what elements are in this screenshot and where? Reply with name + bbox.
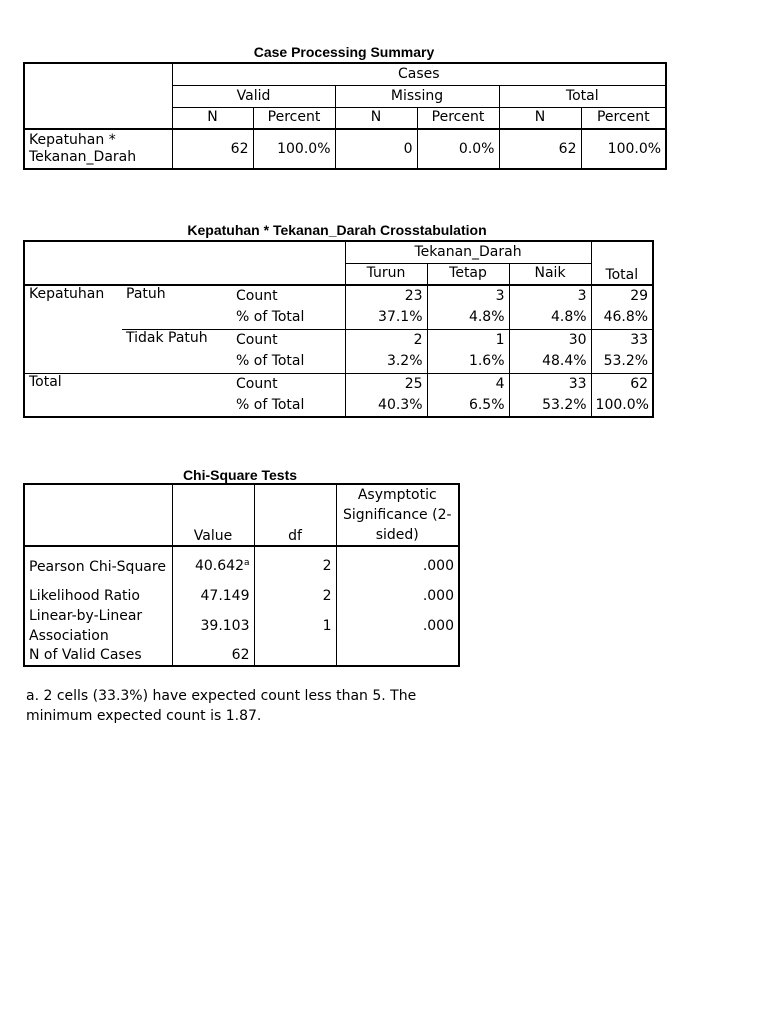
- cases-header: Cases: [172, 63, 666, 85]
- subheader: N: [499, 107, 581, 129]
- cell-value: 33: [591, 329, 653, 351]
- cell-value: 3: [427, 285, 509, 307]
- header-df: df: [254, 484, 336, 546]
- test-label: N of Valid Cases: [24, 646, 172, 666]
- cell-value: 53.2%: [591, 351, 653, 373]
- header-significance: Asymptotic Significance (2-sided): [336, 484, 459, 546]
- stat-label: % of Total: [232, 351, 345, 373]
- subheader: Percent: [581, 107, 666, 129]
- cell-value: 2: [254, 586, 336, 606]
- cell-value: 48.4%: [509, 351, 591, 373]
- cell-value: 2: [254, 546, 336, 586]
- cell-value: 4: [427, 373, 509, 395]
- cell-value: [254, 646, 336, 666]
- cell-value: 25: [345, 373, 427, 395]
- cell-value: 39.103: [172, 606, 254, 646]
- row-label-patuh: Patuh: [122, 285, 232, 329]
- cell-value: 100.0%: [591, 395, 653, 417]
- col-header-naik: Naik: [509, 263, 591, 285]
- subheader: Percent: [253, 107, 335, 129]
- stat-label: % of Total: [232, 307, 345, 329]
- cell-value: 62: [172, 646, 254, 666]
- cell-value: 23: [345, 285, 427, 307]
- group-missing: Missing: [335, 85, 499, 107]
- stat-label: Count: [232, 329, 345, 351]
- chi-square-table: [23, 483, 460, 667]
- cell-value: 33: [509, 373, 591, 395]
- cell-value: 100.0%: [581, 129, 666, 169]
- footnote-marker: a: [243, 558, 250, 568]
- case-summary-table: [23, 62, 667, 170]
- cell-value: 53.2%: [509, 395, 591, 417]
- cell-value: 62: [499, 129, 581, 169]
- cell-value: 3: [509, 285, 591, 307]
- cell-value: 100.0%: [253, 129, 335, 169]
- chi-square-footnote: a. 2 cells (33.3%) have expected count less than 5. The minimum expected count is 1.87.: [26, 688, 417, 724]
- cell-value: 62: [172, 129, 253, 169]
- header-value: Value: [172, 484, 254, 546]
- stat-label: % of Total: [232, 395, 345, 417]
- case-summary-corner: [24, 63, 172, 129]
- test-label: Likelihood Ratio: [24, 586, 172, 606]
- cell-value: 1: [427, 329, 509, 351]
- cell-value: 4.8%: [509, 307, 591, 329]
- cell-value: .000: [336, 586, 459, 606]
- cell-value: 0: [335, 129, 417, 169]
- cell-value: 47.149: [172, 586, 254, 606]
- cell-value: 40.3%: [345, 395, 427, 417]
- subheader: Percent: [417, 107, 499, 129]
- row-var-label: Kepatuhan: [24, 285, 122, 373]
- cell-value: 62: [591, 373, 653, 395]
- col-header-turun: Turun: [345, 263, 427, 285]
- col-group-header: Tekanan_Darah: [345, 241, 591, 263]
- test-label: Linear-by-Linear Association: [24, 606, 172, 646]
- cell-value: [172, 546, 254, 586]
- crosstab-table: [23, 240, 654, 418]
- case-summary-title: Case Processing Summary: [253, 44, 435, 60]
- cell-value: 3.2%: [345, 351, 427, 373]
- cell-value: 29: [591, 285, 653, 307]
- group-valid: Valid: [172, 85, 335, 107]
- cell-value: 2: [345, 329, 427, 351]
- row-label-tidak-patuh: Tidak Patuh: [122, 329, 232, 373]
- stat-label: Count: [232, 373, 345, 395]
- case-row-label: Kepatuhan * Tekanan_Darah: [24, 129, 172, 169]
- chi-square-corner: [24, 484, 172, 546]
- cell-value: 0.0%: [417, 129, 499, 169]
- crosstab-corner: [24, 241, 345, 285]
- cell-value: [336, 646, 459, 666]
- total-row-label: Total: [24, 373, 232, 417]
- cell-value: 37.1%: [345, 307, 427, 329]
- cell-value: 6.5%: [427, 395, 509, 417]
- crosstab-title: Kepatuhan * Tekanan_Darah Crosstabulation: [187, 222, 487, 238]
- test-label: Pearson Chi-Square: [24, 546, 172, 586]
- col-header-tetap: Tetap: [427, 263, 509, 285]
- cell-value: .000: [336, 606, 459, 646]
- value-number: 40.642: [194, 558, 244, 574]
- cell-value: .000: [336, 546, 459, 586]
- cell-value: 30: [509, 329, 591, 351]
- subheader: N: [172, 107, 253, 129]
- stat-label: Count: [232, 285, 345, 307]
- subheader: N: [335, 107, 417, 129]
- group-total: Total: [499, 85, 666, 107]
- cell-value: 46.8%: [591, 307, 653, 329]
- chi-square-title: Chi-Square Tests: [182, 467, 298, 483]
- cell-value: 1.6%: [427, 351, 509, 373]
- total-col-header: Total: [591, 241, 653, 285]
- cell-value: 4.8%: [427, 307, 509, 329]
- cell-value: 1: [254, 606, 336, 646]
